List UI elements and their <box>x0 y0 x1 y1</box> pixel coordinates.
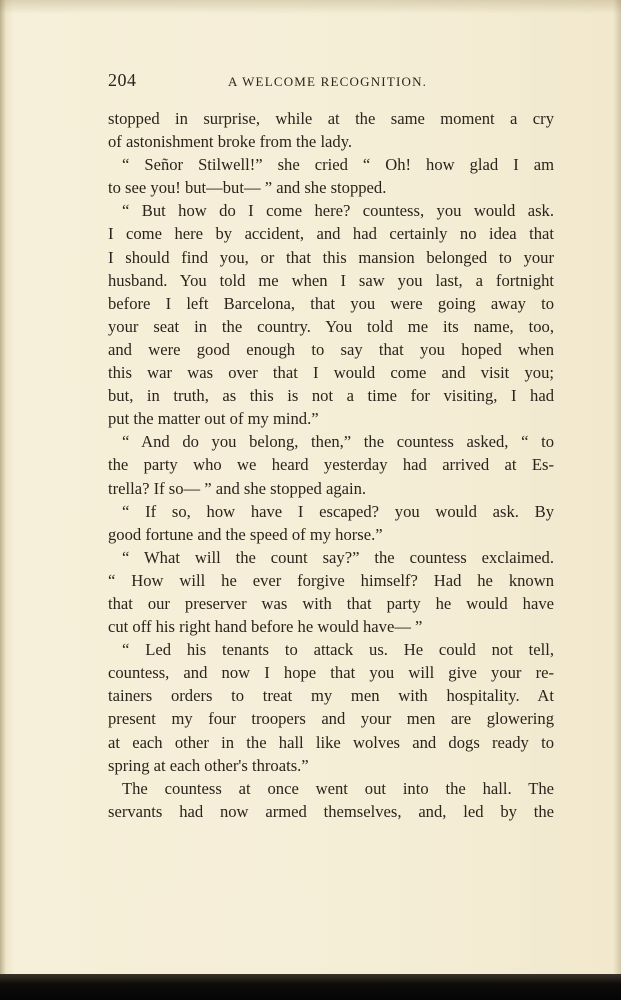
running-head: A WELCOME RECOGNITION. <box>228 74 428 89</box>
text-line: present my four troopers and your men are glowering <box>108 709 554 729</box>
text-line: put the matter out of my mind.” <box>108 409 319 429</box>
text-line: “ Led his tenants to attack us. He could not tell, <box>122 640 554 660</box>
page-top-shadow <box>0 0 621 14</box>
text-line: of astonishment broke from the lady. <box>108 132 353 152</box>
text-line: to see you! but—but— ” and she stopped. <box>108 178 387 198</box>
page-right-edge <box>613 0 621 1000</box>
text-line: but, in truth, as this is not a time for visiting, I had <box>108 386 554 406</box>
page-left-edge <box>0 0 6 1000</box>
text-line: I should find you, or that this mansion belonged to your <box>108 247 554 267</box>
text-line: “ If so, how have I escaped? you would ask. By <box>122 501 554 521</box>
text-line: The countess at once went out into the hall. The <box>122 778 554 798</box>
text-line: tainers orders to treat my men with hospitality. At <box>108 686 554 706</box>
page-bottom-shadow <box>0 974 621 1000</box>
text-line: “ How will he ever forgive himself? Had he known <box>108 570 554 590</box>
page-header <box>108 70 554 94</box>
text-line: “ What will the count say?” the countess exclaimed. <box>122 547 554 567</box>
text-line: your seat in the country. You told me its name, too, <box>108 316 554 336</box>
text-line: countess, and now I hope that you will give your re- <box>108 663 554 683</box>
text-line: at each other in the hall like wolves and dogs ready to <box>108 732 554 752</box>
text-line: husband. You told me when I saw you last, a fortnight <box>108 270 554 290</box>
text-line: this war was over that I would come and visit you; <box>108 363 554 383</box>
text-line: “ But how do I come here? countess, you would ask. <box>122 201 554 221</box>
text-line: servants had now armed themselves, and, led by the <box>108 801 554 821</box>
text-line: spring at each other's throats.” <box>108 755 309 775</box>
text-line: “ Señor Stilwell!” she cried “ Oh! how glad I am <box>122 155 554 175</box>
text-line: “ And do you belong, then,” the countess asked, “ to <box>122 432 554 452</box>
text-line: that our preserver was with that party he would have <box>108 593 554 613</box>
text-line: good fortune and the speed of my horse.” <box>108 524 383 544</box>
text-line: cut off his right hand before he would have— ” <box>108 617 423 637</box>
text-line: trella? If so— ” and she stopped again. <box>108 478 367 498</box>
text-line: before I left Barcelona, that you were going away to <box>108 293 554 313</box>
body-text <box>108 107 554 823</box>
text-line: I come here by accident, and had certainly no idea that <box>108 224 554 244</box>
text-line: the party who we heard yesterday had arrived at Es- <box>108 455 554 475</box>
page-number: 204 <box>108 70 137 90</box>
text-line: stopped in surprise, while at the same moment a cry <box>108 109 554 128</box>
text-line: and were good enough to say that you hoped when <box>108 339 554 359</box>
